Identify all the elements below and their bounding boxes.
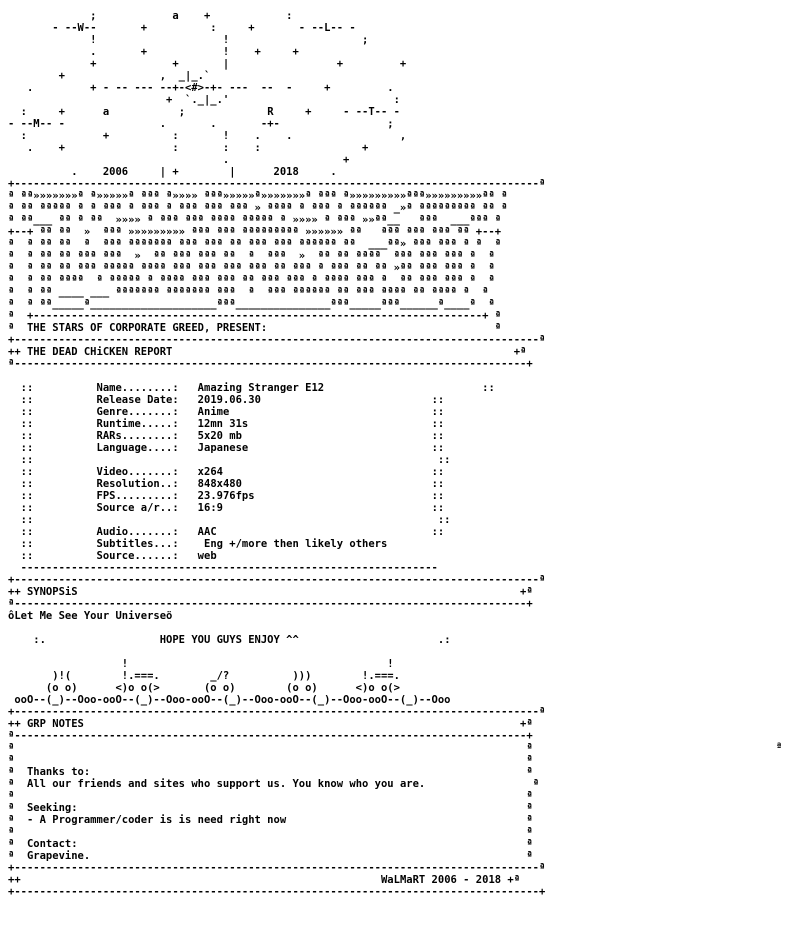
release-source: web — [197, 550, 217, 562]
footer-credit: WaLMaRT 2006 - 2018 — [380, 874, 502, 886]
seeking-text: - A Programmer/coder is is need right now — [26, 814, 287, 826]
release-genre: Anime — [197, 406, 230, 418]
notes-heading: GRP NOTES — [26, 718, 84, 730]
thanks-label: Thanks to: — [26, 766, 91, 778]
release-fps: 23.976fps — [197, 490, 255, 502]
release-source-ar: 16:9 — [197, 502, 223, 514]
release-subtitles: Eng +/more then likely others — [197, 538, 388, 550]
thanks-text: All our friends and sites who support us. You know who you are. — [26, 778, 426, 790]
synopsis-text: ôLet Me See Your Universeö — [8, 610, 173, 622]
release-resolution: 848x480 — [197, 478, 242, 490]
synopsis-heading: SYNOPSiS — [26, 586, 78, 598]
contact-label: Contact: — [26, 838, 78, 850]
release-name: Amazing Stranger E12 — [197, 382, 325, 394]
release-language: Japanese — [197, 442, 249, 454]
seeking-label: Seeking: — [26, 802, 78, 814]
report-title: THE DEAD CHiCKEN REPORT — [26, 346, 173, 358]
stray-glyph: ª — [776, 742, 783, 753]
starfield-art: ; a + : - --W-- + : + - --L-- - ! ! ; . + ! + + + + | + + + , _|_.` . + - -- --- --+-<#>-+- --- -- - + . + `._|_.' : : + a ; R + - --T-- - - --M-- - . . -+- ; : + : ! . . , . + : : : + . + . 2006 | + | 2018 . — [8, 10, 407, 178]
release-rars: 5x20 mb — [197, 430, 242, 442]
release-video: x264 — [197, 466, 223, 478]
nfo-document: ; a + : - --W-- + : + - --L-- - ! ! ; . + ! + + + + | + + + , _|_.` . + - -- --- --+-<#>-+- --- -- - + . + `._|_.' : : + a ; R + - --T-- - - --M-- - . . -+- ; : + : ! . . , . + : : : + . + . 2006 | + | 2018 . +-----------------------------------------------------------------------------------ª ª ªª»»»»»»»ª ª»»»»»ª ªªª ª»»»» ªªª»»»»»ª»»»»»»»ª ªªª ª»»»»»»»»»ªªª»»»»»»»»»ªª ª ª ªª ªªªªª ª ª ªªª ª ªªª ª ªªª ªªª ªªª » ªªªª ª ªªª ª ªªªªªª _»ª ªªªªªªªªª ªª ª ª ªª___ ªª ª ªª »»»» ª ªªª ªªª ªªªª ªªªªª ª »»»» ª ªªª »»ªª__ ªªª ___ªªª ª +--+ ªª ªª » ªªª »»»»»»»»» ªªª ªªª ªªªªªªªªª »»»»»» ªª ªªª ªªª ªªª ªª +--+ ª ª ªª ªª ª ªªª ªªªªªªª ªªª ªªª ªª ªªª ªªª ªªªªªª ªª ___ªª» ªªª ªªª ª ª ª ª ª ªª ªª ªªª ªªª » ªª ªªª ªªª ªª ª ªªª » ªª ªª ªªªª ªªª ªªª ªªª ª ª ª ª ªª ªª ªªª ªªªªª ªªªª ªªª ªªª ªªª ªªª ªª ªªª ª ªªª ªª ªª »ªª ªªª ªªª ª ª ª ª ªª ªªªª ª ªªªªª ª ªªªª ªªª ªªª ªª ªªª ªªª ª ªªªª ªªª ª ªª ªªª ªªª ª ª ª ª ªª ____ ___ ªªªªªªª ªªªªªªª ªªª ª ªªª ªªªªªª ªª ªªª ªªªª ªª ªªªª ª ª ª ª ªª_____ª____________________ªªª_______________ªªª_____ªªª______ª____ª ª ª +-----------------------------------------------------------------------+ ª ª THE STARS OF CORPORATE GREED, PRESENT: ª +-----------------------------------------------------------------------------------ª ++ THE DEAD CHiCKEN REPORT +ª ª---------------------------------------------------------------------------------+ :: Name........: Amazing Stranger E12 :: :: Release Date: 2019.06.30 :: :: Genre.......: Anime :: :: Runtime.....: 12mn 31s :: :: RARs........: 5x20 mb :: :: Language....: Japanese :: :: :: :: Video.......: x264 :: :: Resolution..: 848x480 :: :: FPS.........: 23.976fps :: :: Source a/r..: 16:9 :: :: :: :: Audio.......: AAC :: :: Subtitles...: Eng +/more then likely others :: Source......: web ------------------------------------------------------------------ +-----------------------------------------------------------------------------------ª ++ SYNOPSiS +ª ª---------------------------------------------------------------------------------+ ôLet Me See Your Universeö :. HOPE YOU GUYS ENJOY ^^ .: ! ! )!( !.===. _/? ))) !.===. (o o) <)o o(> (o o) (o o) <)o o(> ooO--(_)--Ooo-ooO--(_)--Ooo-ooO--(_)--Ooo-ooO--(_)--Ooo-ooO--(_)--Ooo +-----------------------------------------------------------------------------------ª ++ GRP NOTES +ª ª---------------------------------------------------------------------------------+ ª ª ª ª ª Thanks to: ª ª All our friends and sites who support us. You know who you are. ª ª ª ª Seeking: ª ª - A Programmer/coder is is need right now ª ª ª ª Contact: ª ª Grapevine. ª +-----------------------------------------------------------------------------------ª ++ WaLMaRT 2006 - 2018 +ª +-----------------------------------------------------------------------------------+ — [8, 10, 546, 898]
intro-line: THE STARS OF CORPORATE GREED, PRESENT: — [26, 322, 268, 334]
mascot-row-art: ! ! )!( !.===. _/? ))) !.===. (o o) <)o o(> (o o) (o o) <)o o(> ooO--(_)--Ooo-ooO--(_)--Ooo-ooO--(_)--Ooo-ooO--(_)--Ooo-ooO--(_)--Ooo — [14, 658, 451, 706]
release-date: 2019.06.30 — [197, 394, 261, 406]
release-audio: AAC — [197, 526, 217, 538]
release-runtime: 12mn 31s — [197, 418, 249, 430]
contact-text: Grapevine. — [26, 850, 91, 862]
enjoy-line: HOPE YOU GUYS ENJOY ^^ — [159, 634, 299, 646]
